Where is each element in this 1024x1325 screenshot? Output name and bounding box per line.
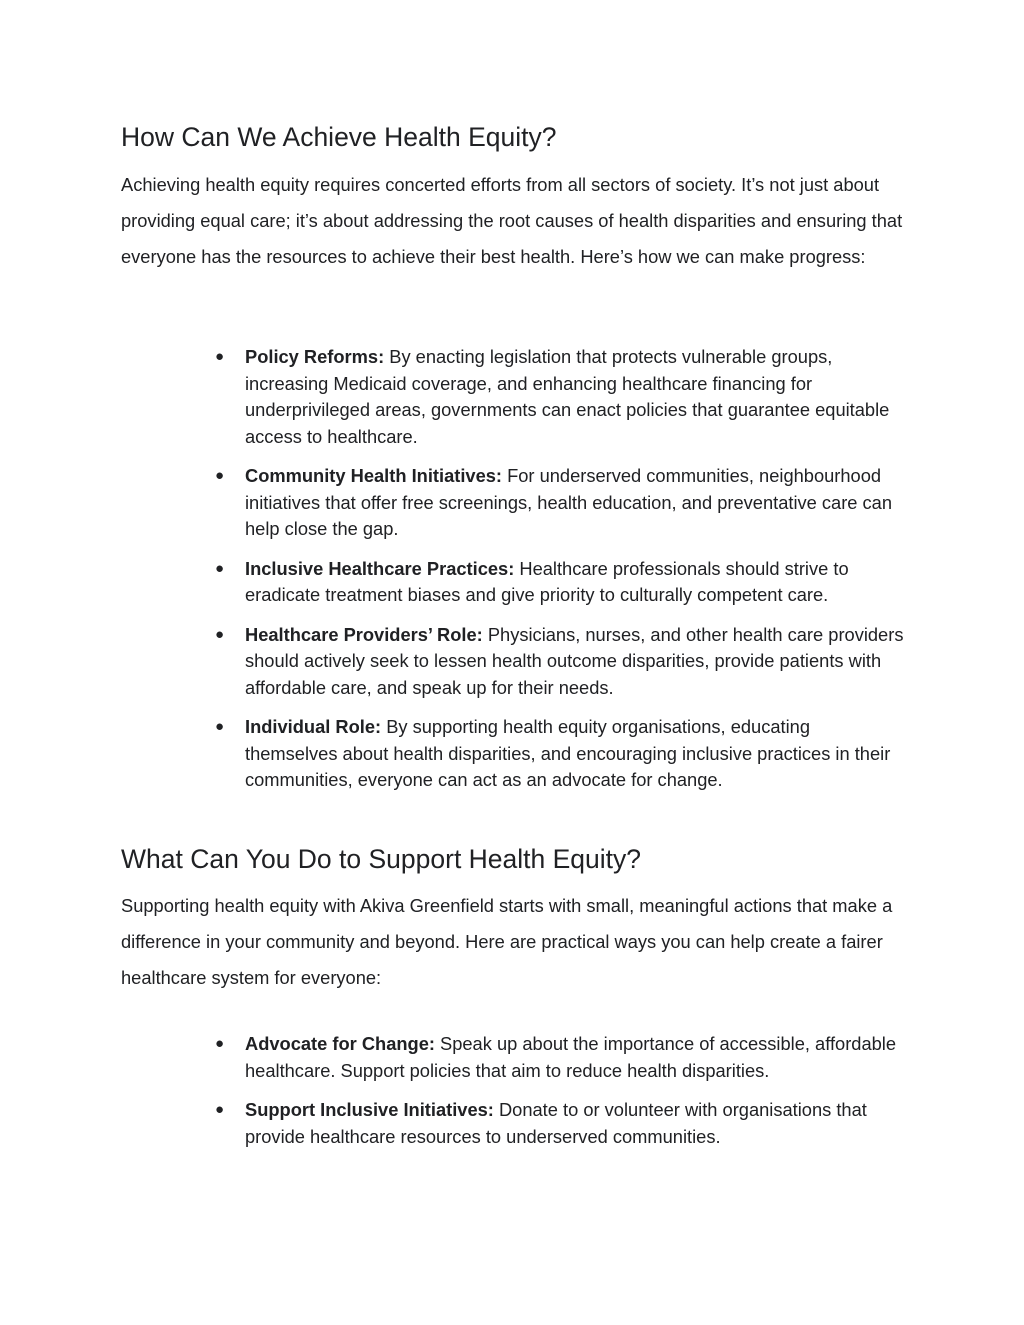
bullet-icon: ● (215, 348, 225, 365)
list-item-term: Healthcare Providers’ Role: (245, 623, 483, 645)
list-item-community-health-initiatives (121, 463, 906, 543)
bullet-icon: ● (215, 625, 225, 643)
list-item-inclusive-healthcare-practices (121, 556, 906, 609)
list-item-term: Inclusive Healthcare Practices: (245, 557, 515, 579)
list-item-term: Community Health Initiatives: (245, 465, 502, 486)
list-item-healthcare-providers-role (121, 622, 906, 702)
bullet-icon: ● (215, 1101, 225, 1118)
list-item-term: Advocate for Change: (245, 1033, 435, 1054)
list-item-support-inclusive-initiatives (121, 1097, 906, 1150)
list-item-text: Physicians, nurses, and other health care providers should actively seek to lessen health outcome disparities, provide patients with affordable care, and speak up for their needs. (245, 623, 904, 698)
bullet-icon: ● (215, 1035, 225, 1052)
bullet-icon: ● (215, 559, 225, 577)
list-item-text: Healthcare professionals should strive to eradicate treatment biases and give priority to culturally competent care. (245, 557, 849, 605)
list-item-text: Donate to or volunteer with organisations that provide healthcare resources to underserved communities. (245, 1099, 867, 1147)
list-item-text: By supporting health equity organisations, educating themselves about health disparities, and encouraging inclusive practices in their communities, everyone can act as an advocate for change. (245, 716, 891, 790)
list-item-term: Policy Reforms: (245, 346, 385, 367)
list-item-text: For underserved communities, neighbourhood initiatives that offer free screenings, health education, and preventative care can help close the gap. (245, 465, 893, 539)
list-item-term: Individual Role: (245, 716, 382, 737)
section-intro-paragraph: Achieving health equity requires concerted efforts from all sectors of society. It’s not just about providing equal care; it’s about addressing the root causes of health disparities and ensuring that everyone has the resources to achieve their best health. Here’s how we can make progress: (121, 174, 903, 267)
achieve-equity-list (121, 344, 906, 807)
list-item-text: By enacting legislation that protects vulnerable groups, increasing Medicaid coverage, and enhancing healthcare financing for underprivileged areas, governments can enact policies that guarantee equitable access to healthcare. (245, 346, 890, 447)
section-heading-support-health-equity: What Can You Do to Support Health Equity? (121, 844, 642, 874)
list-item-individual-role (121, 714, 906, 794)
bullet-icon: ● (215, 718, 225, 735)
section-intro-paragraph: Supporting health equity with Akiva Greenfield starts with small, meaningful actions that make a difference in your community and beyond. Here are practical ways you can help create a fairer healthcare system for everyone: (121, 895, 893, 988)
list-item-advocate-for-change (121, 1031, 906, 1084)
support-equity-list (121, 1031, 906, 1163)
bullet-icon: ● (215, 467, 225, 484)
list-item-text: Speak up about the importance of accessible, affordable healthcare. Support policies that aim to reduce health disparities. (245, 1033, 897, 1081)
section-heading-achieve-health-equity: How Can We Achieve Health Equity? (121, 122, 557, 152)
list-item-policy-reforms (121, 344, 906, 450)
list-item-term: Support Inclusive Initiatives: (245, 1099, 494, 1120)
